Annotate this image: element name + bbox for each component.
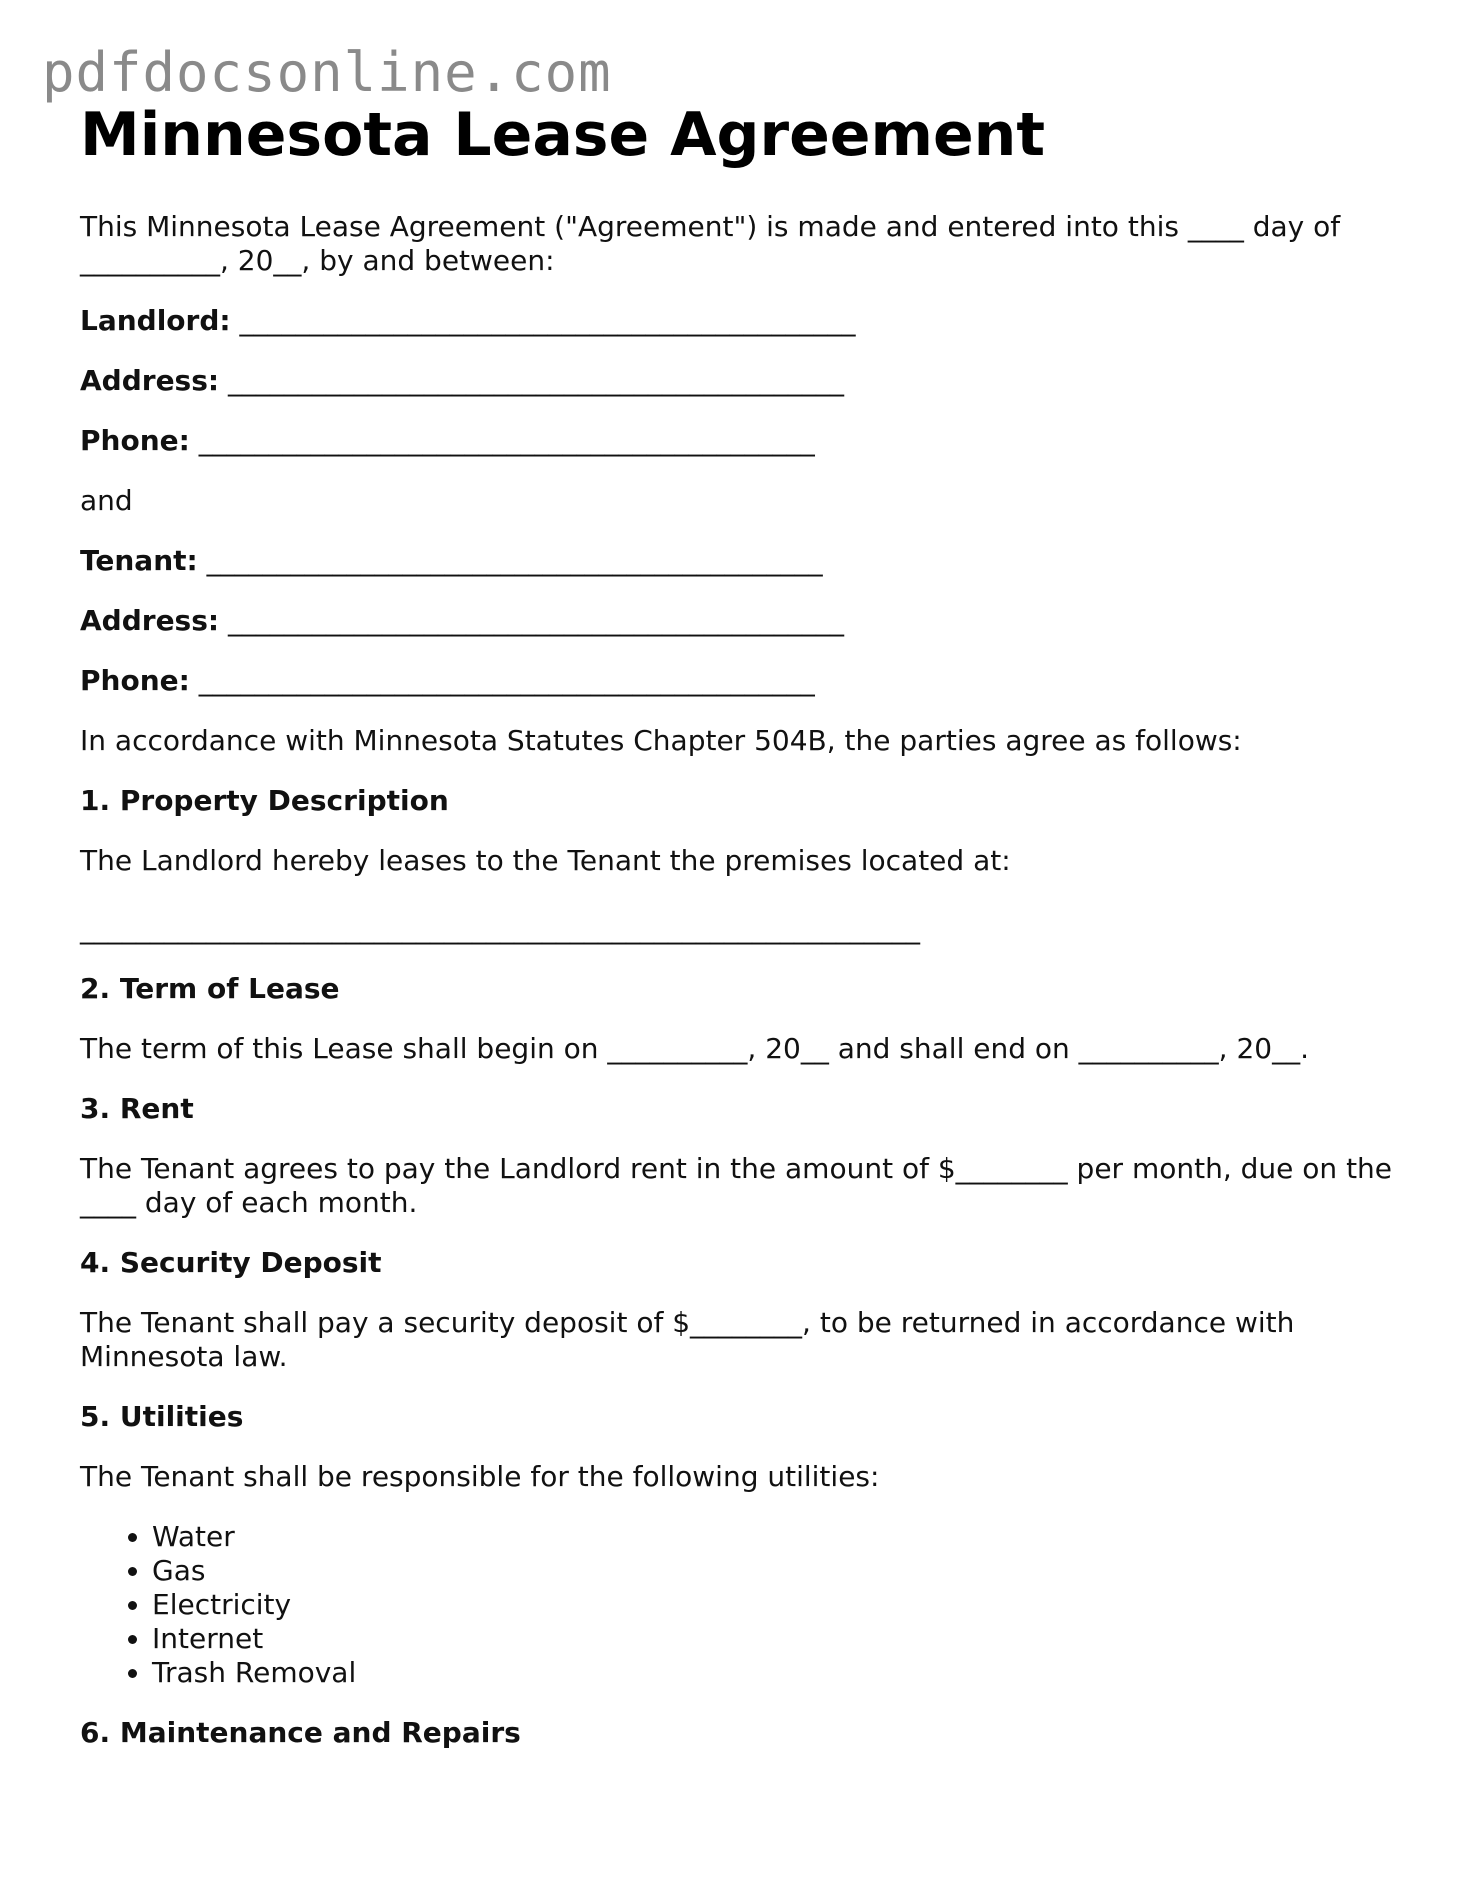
property-paragraph: The Landlord hereby leases to the Tenant the premises located at: [80,844,1011,877]
landlord-name-blank: ____________________________________________ [239,304,856,337]
document-title: Minnesota Lease Agreement [80,100,1046,170]
section-heading-utilities: 5. Utilities [80,1400,244,1433]
tenant-address-field [80,604,1400,638]
landlord-phone-blank: ____________________________________________ [198,424,815,457]
landlord-name-field [80,304,1400,338]
list-item: • Internet [152,1622,1400,1656]
landlord-address-field [80,364,1400,398]
list-item: • Water [152,1520,1400,1554]
term-paragraph: The term of this Lease shall begin on __________, 20__ and shall end on __________, 20__. [80,1032,1310,1065]
section-heading-rent: 3. Rent [80,1092,194,1125]
tenant-name-field [80,544,1400,578]
section-heading-deposit: 4. Security Deposit [80,1246,382,1279]
landlord-phone-label: Phone: [80,424,190,457]
property-address-blank: ____________________________________________________________ [80,912,920,945]
list-item: • Gas [152,1554,1400,1588]
tenant-phone-field [80,664,1400,698]
list-item: • Electricity [152,1588,1400,1622]
tenant-name-blank: ____________________________________________ [206,544,823,577]
section-heading-term: 2. Term of Lease [80,972,340,1005]
statute-paragraph: In accordance with Minnesota Statutes Chapter 504B, the parties agree as follows: [80,724,1242,757]
tenant-phone-blank: ____________________________________________ [198,664,815,697]
tenant-phone-label: Phone: [80,664,190,697]
tenant-address-label: Address: [80,604,220,637]
tenant-name-label: Tenant: [80,544,198,577]
deposit-paragraph: The Tenant shall pay a security deposit of $________, to be returned in accordance with Minnesota law. [80,1306,1295,1373]
landlord-phone-field [80,424,1400,458]
landlord-address-label: Address: [80,364,220,397]
landlord-name-label: Landlord: [80,304,231,337]
landlord-address-blank: ____________________________________________ [228,364,844,397]
list-item: • Trash Removal [152,1656,1400,1690]
watermark-text: pdfdocsonline.com [42,41,612,104]
section-heading-property: 1. Property Description [80,784,449,817]
and-text: and [80,484,133,517]
utilities-paragraph: The Tenant shall be responsible for the following utilities: [80,1460,880,1493]
intro-paragraph: This Minnesota Lease Agreement ("Agreement") is made and entered into this ____ day of __________, 20__, by and between: [80,210,1341,277]
section-heading-maintenance: 6. Maintenance and Repairs [80,1716,521,1749]
rent-paragraph: The Tenant agrees to pay the Landlord rent in the amount of $________ per month, due on the ____ day of each month. [80,1152,1393,1219]
tenant-address-blank: ____________________________________________ [228,604,844,637]
document-body [80,102,1400,1750]
utilities-list [80,1520,1400,1690]
